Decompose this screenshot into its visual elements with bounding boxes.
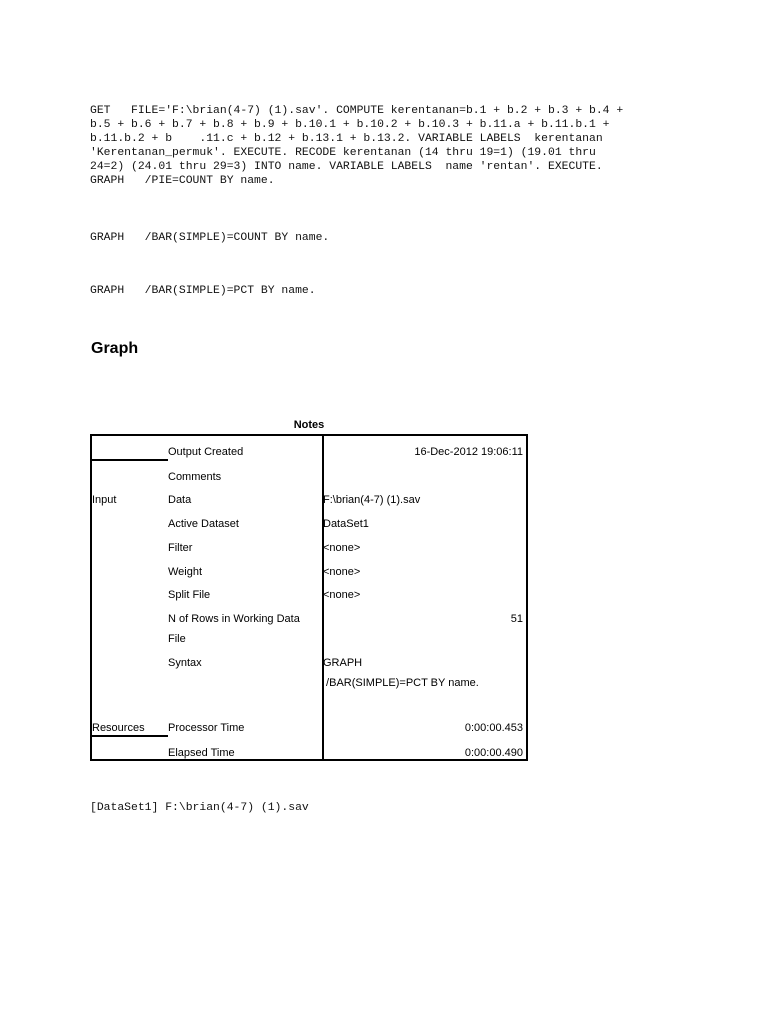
data-label: Data [168,494,192,506]
n-rows-value: 51 [510,613,523,625]
filter-label: Filter [168,542,193,554]
syntax-label: Syntax [168,657,202,669]
syntax-bar-count-command: GRAPH /BAR(SIMPLE)=COUNT BY name. [90,232,330,244]
n-rows-label-line1: N of Rows in Working Data [168,613,300,625]
active-dataset-label: Active Dataset [168,518,239,530]
active-dataset-value: DataSet1 [323,518,369,530]
syntax-command-block: GET FILE='F:\brian(4-7) (1).sav'. COMPUTE kerentanan=b.1 + b.2 + b.3 + b.4 + b.5 + b.6 + b.7 + b.8 + b.9 + b.10.1 + b.10.2 + b.10.3 + b.11.a + b.11.b.1 + b.11.b.2 + b .11.c + b.12 + b.13.1 + b.13.2. VARIABLE LABELS kerentanan 'Kerentanan_permuk'. EXECUTE. RECODE kerentanan (14 thru 19=1) (19.01 thru 24=2) (24.01 thru 29=3) INTO name. VARIABLE LABELS name 'rentan'. EXECUTE. GRAPH /PIE=COUNT BY name. [90,105,624,187]
weight-value: <none> [323,566,361,578]
split-file-label: Split File [168,589,211,601]
processor-time-value: 0:00:00.453 [464,722,523,734]
n-rows-label-line2: File [168,633,186,645]
section-heading: Graph [91,340,139,357]
syntax-value-line1: GRAPH [323,657,363,669]
elapsed-time-value: 0:00:00.490 [464,747,523,759]
row-divider-resources [92,735,168,737]
elapsed-time-label: Elapsed Time [168,747,235,759]
syntax-value-line2: /BAR(SIMPLE)=PCT BY name. [323,677,479,689]
active-dataset-line: [DataSet1] F:\brian(4-7) (1).sav [90,802,309,814]
syntax-bar-pct-command: GRAPH /BAR(SIMPLE)=PCT BY name. [90,285,316,297]
weight-label: Weight [168,566,203,578]
filter-value: <none> [323,542,361,554]
row-divider-header [92,459,168,461]
notes-table [90,434,528,761]
output-created-value: 16-Dec-2012 19:06:11 [414,446,523,458]
processor-time-label: Processor Time [168,722,245,734]
data-value: F:\brian(4-7) (1).sav [323,494,421,506]
input-group-label: Input [92,494,117,506]
resources-group-label: Resources [92,722,145,734]
split-file-value: <none> [323,589,361,601]
notes-table-title: Notes [293,419,325,431]
output-created-label: Output Created [168,446,244,458]
comments-label: Comments [168,471,222,483]
